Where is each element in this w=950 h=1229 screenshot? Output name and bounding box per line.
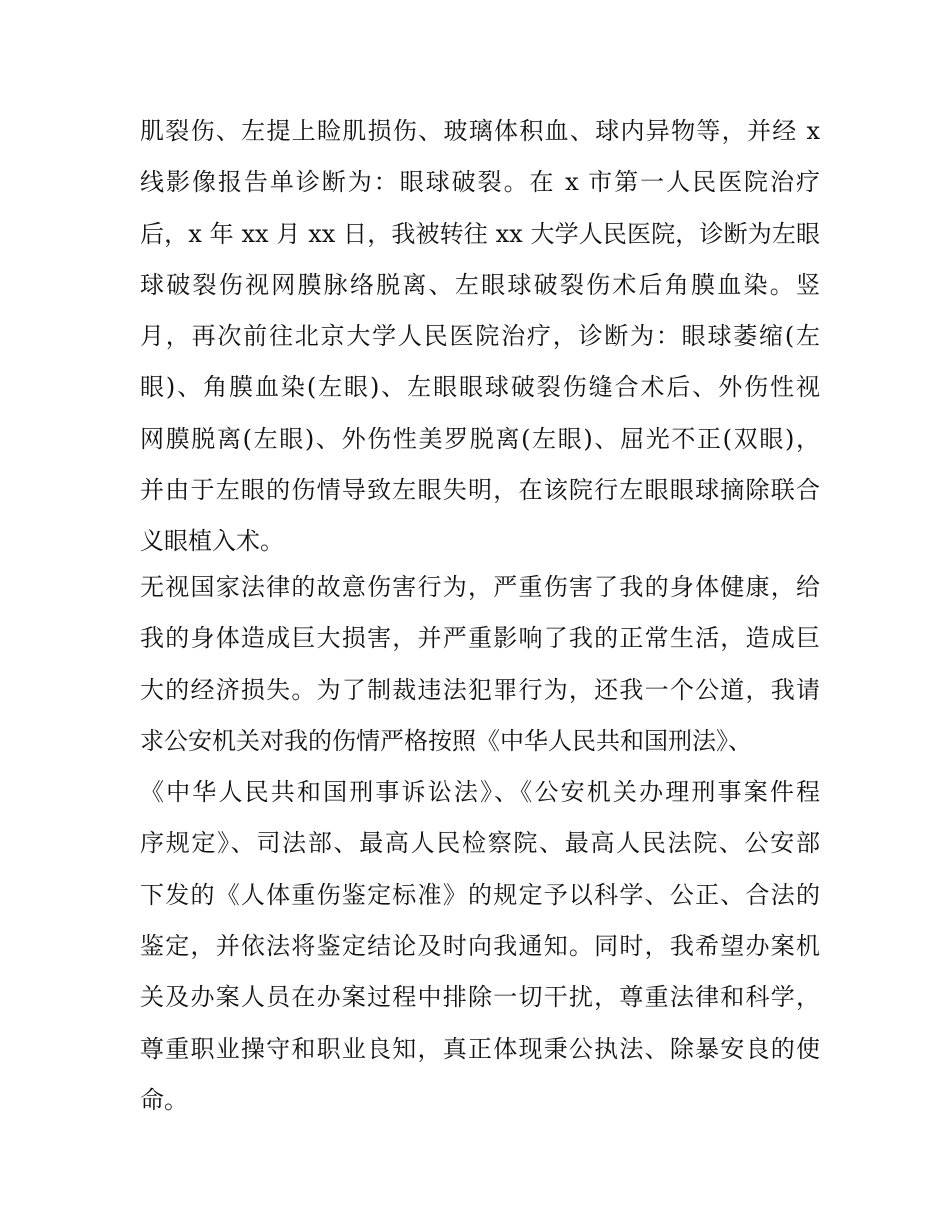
text-line: 肌裂伤、左提上睑肌损伤、玻璃体积血、球内异物等，并经 x — [140, 117, 820, 145]
text-line: 关及办案人员在办案过程中排除一切干扰，尊重法律和科学， — [140, 983, 820, 1012]
text-line: 《中华人民共和国刑事诉讼法》、《公安机关办理刑事案件程 — [140, 778, 820, 807]
text-line: 下发的《人体重伤鉴定标准》的规定予以科学、公正、合法的 — [140, 880, 820, 909]
text-line: 眼)、角膜血染(左眼)、左眼眼球破裂伤缝合术后、外伤性视 — [140, 373, 820, 402]
text-line: 鉴定，并依法将鉴定结论及时向我通知。同时，我希望办案机 — [140, 932, 820, 961]
paragraph-request — [140, 562, 820, 1126]
text-line: 后，x 年 xx 月 xx 日，我被转往 xx 大学人民医院，诊断为左眼 — [140, 219, 820, 248]
text-line: 无视国家法律的故意伤害行为，严重伤害了我的身体健康，给 — [140, 573, 820, 601]
text-line: 义眼植入术。 — [140, 527, 284, 556]
text-line: 线影像报告单诊断为：眼球破裂。在 x 市第一人民医院治疗 — [140, 168, 820, 197]
text-line: 球破裂伤视网膜脉络脱离、左眼球破裂伤术后角膜血染。竖 — [140, 270, 820, 299]
text-line: 大的经济损失。为了制裁违法犯罪行为，还我一个公道，我请 — [140, 675, 820, 704]
text-line: 求公安机关对我的伤情严格按照《中华人民共和国刑法》、 — [140, 726, 752, 755]
text-line: 命。 — [140, 1085, 188, 1114]
text-line: 并由于左眼的伤情导致左眼失明，在该院行左眼眼球摘除联合 — [140, 476, 820, 505]
paragraph-injury-diagnosis — [140, 106, 820, 568]
text-line: 我的身体造成巨大损害，并严重影响了我的正常生活，造成巨 — [140, 624, 820, 653]
text-line: 尊重职业操守和职业良知，真正体现秉公执法、除暴安良的使 — [140, 1034, 820, 1063]
text-line: 网膜脱离(左眼)、外伤性美罗脱离(左眼)、屈光不正(双眼)， — [140, 424, 820, 453]
text-line: 序规定》、司法部、最高人民检察院、最高人民法院、公安部 — [140, 829, 820, 858]
text-line: 月，再次前往北京大学人民医院治疗，诊断为：眼球萎缩(左 — [140, 322, 820, 351]
